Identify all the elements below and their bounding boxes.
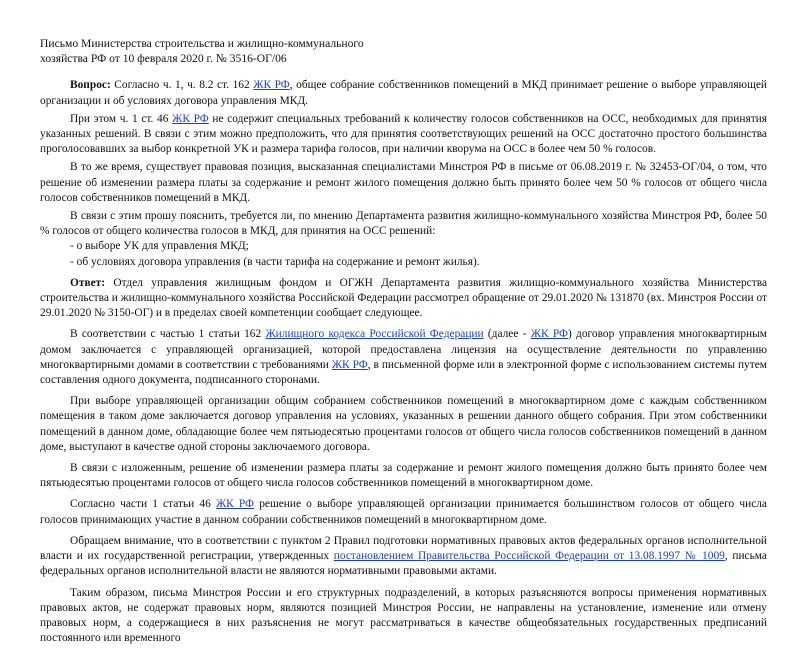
paragraph (40, 534, 767, 580)
text-run: Отдел управления жилищным фондом и ОГЖН Департамента развития жилищно-коммунального хозяйства Министерства строительства и жилищно-коммунального хозяйства Российской Федерации рассмотрел обращение от 29.01.2020 № 131870 (вх. Минстроя России от 29.01.2020 № 3150-ОГ) и в пределах своей компетенции сообщает следующее. (40, 276, 767, 320)
text-run: , в письменной форме или в электронной форме с использованием системы путем составления одного документа, подписанного сторонами. (40, 358, 767, 387)
zhk-rf-link[interactable]: ЖК РФ (172, 112, 209, 125)
zhk-rf-link[interactable]: ЖК РФ (530, 328, 568, 341)
paragraph: При выборе управляющей организации общим собранием собственников помещений в многоквартирном доме с каждым собственником помещения в таком доме заключается договор управления на условиях, указанных в решении данного общего собрания. При этом собственники помещений в данном доме, обладающие более чем пятьюдесятью процентами голосов от общего числа голосов собственников помещений в данном доме, выступают в качестве одной стороны заключаемого договора. (40, 395, 767, 453)
paragraph: В связи с изложенным, решение об изменении размера платы за содержание и ремонт жилого помещения должно быть принято более чем пятьюдесятью процентами голосов от общего числа голосов собственников помещений в многоквартирном доме. (40, 462, 767, 490)
answer-label: Ответ: (70, 276, 106, 289)
text-run: При этом ч. 1 ст. 46 (70, 112, 173, 125)
text-run: Согласно части 1 статьи 46 (70, 498, 216, 511)
text-run: , письма федеральных органов исполнительной власти не являются нормативными правовыми актами. (40, 550, 767, 578)
document-body (40, 36, 767, 649)
postanovlenie-link[interactable]: постановлением Правительства Российской Федерации от 13.08.1997 № 1009 (333, 550, 725, 563)
text-run: , общее собрание собственников помещений в МКД принимает решение о выборе управляющей организации и об условиях договора управления МКД. (40, 79, 767, 107)
question-paragraph (40, 78, 767, 108)
text-run: не содержит специальных требований к количеству голосов собственников на ОСС, необходимых для принятия указанных решений. В связи с этим можно предположить, что для принятия соответствующих решений на ОСС достаточно простого большинства проголосовавших за выбор конкретной УК и размера тарифа голосов, при наличии кворума на ОСС в более чем 50 % голосов. (40, 112, 768, 156)
text-run: ) договор управления многоквартирным домом заключается с управляющей организацией, которой предоставлена лицензия на осуществление деятельности по управлению многоквартирными домами в соответствии с требованиями (40, 328, 767, 371)
list-item: - о выборе УК для управления МКД; (70, 240, 249, 253)
paragraph (40, 327, 767, 388)
list-item: - об условиях договора управления (в части тарифа на содержание и ремонт жилья). (70, 255, 480, 268)
paragraph: В то же время, существует правовая позиция, высказанная специалистами Минстроя РФ в письме от 06.08.2019 г. № 32453-ОГ/04, о том, что решение об изменении размера платы за содержание и ремонт жилого помещения должно быть принято более чем 50 % голосов от общего числа голосов собственников помещений в МКД. (40, 161, 767, 204)
text-run: В соответствии с частью 1 статьи 162 (70, 328, 266, 341)
text-run: Согласно ч. 1, ч. 8.2 ст. 162 (110, 79, 254, 92)
zhk-full-link[interactable]: Жилищного кодекса Российской Федерации (265, 328, 484, 341)
zhk-rf-link[interactable]: ЖК РФ (253, 79, 290, 92)
paragraph: В связи с этим прошу пояснить, требуется ли, по мнению Департамента развития жилищно-коммунального хозяйства Минстроя РФ, более 50 % голосов от общего количества голосов в МКД, для принятия на ОСС решений: (40, 210, 767, 238)
title-line-1: Письмо Министерства строительства и жилищно-коммунального (40, 37, 364, 50)
paragraph: Таким образом, письма Минстроя России и его структурных подразделений, в которых разъясняются вопросы применения нормативных правовых актов, не содержат правовых норм, являются позицией Минстроя России, не направлены на установление, изменение или отмену правовых норм, а содержащиеся в них разъяснения не могут рассматриваться в качестве общеобязательных государственных предписаний постоянного или временного (40, 586, 767, 645)
text-run: (далее - (483, 328, 531, 341)
answer-paragraph (40, 276, 767, 322)
title-line-2: хозяйства РФ от 10 февраля 2020 г. № 3516-ОГ/06 (40, 52, 287, 66)
question-label: Вопрос: (70, 79, 111, 92)
document-title (40, 36, 767, 66)
zhk-rf-link[interactable]: ЖК РФ (331, 358, 368, 371)
zhk-rf-link[interactable]: ЖК РФ (215, 498, 255, 511)
paragraph (40, 112, 767, 158)
text-run: решение о выборе управляющей организации принимается большинством голосов от общего числа голосов принимающих участие в данном собрании собственников помещений в многоквартирном доме. (40, 498, 767, 526)
text-run: Обращаем внимание, что в соответствии с пунктом 2 Правил подготовки нормативных правовых актов федеральных органов исполнительной власти и их государственной регистрации, утвержденных (40, 534, 767, 563)
paragraph (40, 497, 767, 527)
